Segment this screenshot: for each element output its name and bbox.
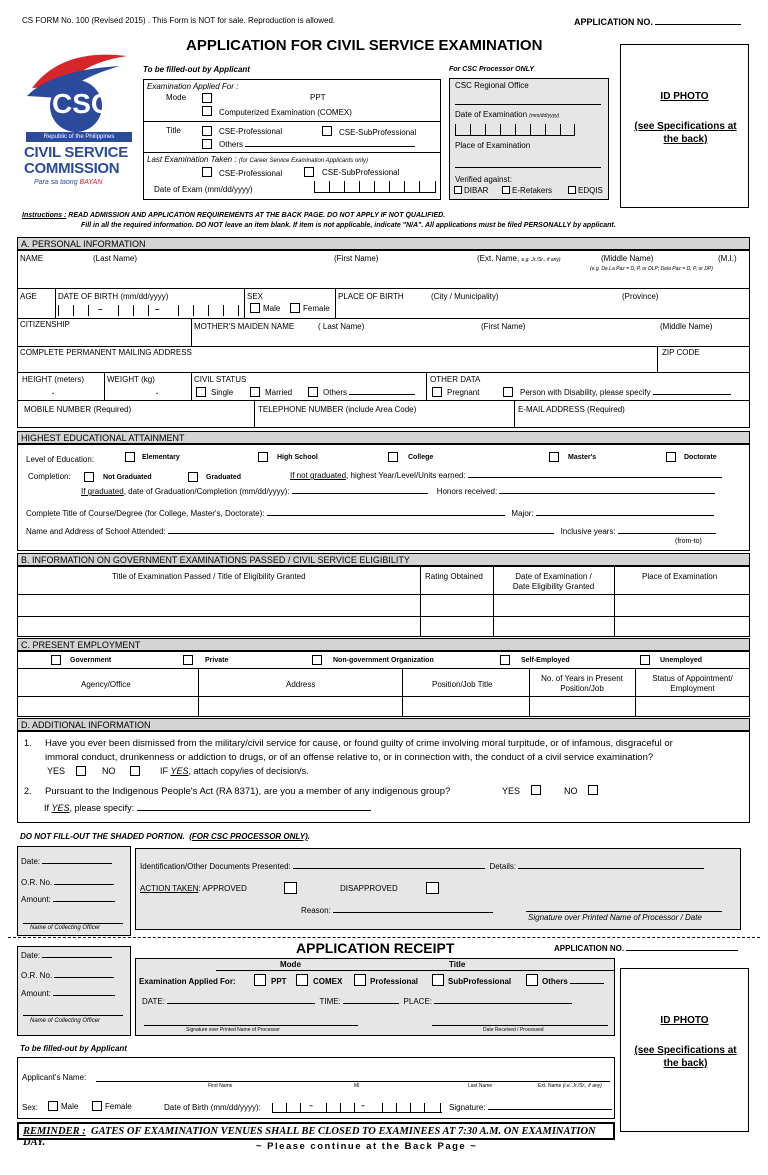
id-photo-box[interactable]: ID PHOTO (see Specifications at the back) [620, 44, 749, 208]
page-title: APPLICATION FOR CIVIL SERVICE EXAMINATION [186, 37, 543, 54]
personal-table [17, 250, 750, 428]
section-education: HIGHEST EDUCATIONAL ATTAINMENT [17, 431, 750, 444]
emp-ngo-checkbox[interactable] [312, 655, 322, 665]
processor-header: For CSC Processor ONLY [449, 66, 535, 73]
dob-field[interactable]: – – [58, 305, 238, 316]
section-personal: A. PERSONAL INFORMATION [17, 237, 750, 250]
emp-unemployed-checkbox[interactable] [640, 655, 650, 665]
pregnant-checkbox[interactable] [432, 387, 442, 397]
level-hs-checkbox[interactable] [258, 452, 268, 462]
title-subprof-checkbox[interactable] [322, 126, 332, 136]
level-masters-checkbox[interactable] [549, 452, 559, 462]
not-graduated-checkbox[interactable] [84, 472, 94, 482]
receipt-applicant-box: Applicant's Name: First Name MI Last Name Ext. Name (i.e. Jr./Sr., if any) Sex: Male Female Date of Birth (mm/dd/yyyy): – – Signature: [17, 1057, 615, 1119]
receipt-male-checkbox[interactable] [48, 1101, 58, 1111]
sex-male-checkbox[interactable] [250, 303, 260, 313]
civil-married-checkbox[interactable] [250, 387, 260, 397]
level-doctorate-checkbox[interactable] [666, 452, 676, 462]
form-id: CS FORM No. 100 (Revised 2015) . This Form is NOT for sale. Reproduction is allowed. [22, 16, 336, 25]
applicant-header: To be filled-out by Applicant [143, 65, 250, 74]
last-exam-date-field[interactable] [314, 181, 436, 193]
emp-gov-checkbox[interactable] [51, 655, 61, 665]
reminder-box: REMINDER : GATES OF EXAMINATION VENUES SHALL BE CLOSED TO EXAMINEES AT 7:30 A.M. ON EXAMINATION DAY. [17, 1122, 615, 1140]
section-eligibility: B. INFORMATION ON GOVERNMENT EXAMINATIONS PASSED / CIVIL SERVICE ELIGIBILITY [17, 553, 750, 566]
pwd-checkbox[interactable] [503, 387, 513, 397]
sex-female-checkbox[interactable] [290, 303, 300, 313]
title-prof-checkbox[interactable] [202, 126, 212, 136]
civil-single-checkbox[interactable] [196, 387, 206, 397]
receipt-female-checkbox[interactable] [92, 1101, 102, 1111]
application-no-label: APPLICATION NO. [574, 17, 741, 27]
q1-yes-checkbox[interactable] [76, 766, 86, 776]
receipt-payment-box: Date: O.R. No. Amount: Name of Collecting Officer [17, 946, 131, 1036]
q1-no-checkbox[interactable] [130, 766, 140, 776]
receipt-dob-field[interactable]: – – [272, 1103, 442, 1113]
receipt-id-photo-box[interactable]: ID PHOTO (see Specifications at the back) [620, 968, 749, 1132]
shaded-action-box: Identification/Other Documents Presented: Details: ACTION TAKEN: APPROVED DISAPPROVED Reason: Signature over Printed Name of Processor / Date [135, 848, 741, 930]
level-college-checkbox[interactable] [388, 452, 398, 462]
civil-others-checkbox[interactable] [308, 387, 318, 397]
continue-note: ~ Please continue at the Back Page ~ [256, 1141, 478, 1152]
receipt-title: APPLICATION RECEIPT [296, 940, 455, 956]
q2-yes-checkbox[interactable] [531, 785, 541, 795]
section-additional: D. ADDITIONAL INFORMATION [17, 718, 750, 731]
section-employment: C. PRESENT EMPLOYMENT [17, 638, 750, 651]
exam-box: Examination Applied For : Mode PPT Computerized Examination (COMEX) Title CSE-Professional CSE-SubProfessional Others Last Examination Taken : (for Career Service Examination Applicants only) CSE-Professional CSE-SubProfessional Date of Exam (mm/dd/yyyy) [143, 79, 441, 200]
last-prof-checkbox[interactable] [202, 167, 212, 177]
last-subprof-checkbox[interactable] [304, 167, 314, 177]
mode-ppt-checkbox[interactable] [202, 93, 212, 103]
receipt-exam-box: Mode Title Examination Applied For: PPT COMEX Professional SubProfessional Others DATE: TIME: PLACE: Signature over Printed Name of Processor Date Received / Processed [135, 958, 615, 1036]
csc-logo: CSC Republic of the Philippines CIVIL SERVICE COMMISSION Para sa taong BAYAN [22, 48, 134, 198]
level-elementary-checkbox[interactable] [125, 452, 135, 462]
q2-no-checkbox[interactable] [588, 785, 598, 795]
title-others-checkbox[interactable] [202, 139, 212, 149]
shaded-payment-box: Date: O.R. No. Amount: Name of Collecting Officer [17, 846, 131, 936]
mode-comex-checkbox[interactable] [202, 106, 212, 116]
emp-self-checkbox[interactable] [500, 655, 510, 665]
emp-private-checkbox[interactable] [183, 655, 193, 665]
processor-box: CSC Regional Office Date of Examination (mm/dd/yyyy) Place of Examination Verified against: DIBAR E-Retakers EDQIS [449, 78, 609, 200]
graduated-checkbox[interactable] [188, 472, 198, 482]
